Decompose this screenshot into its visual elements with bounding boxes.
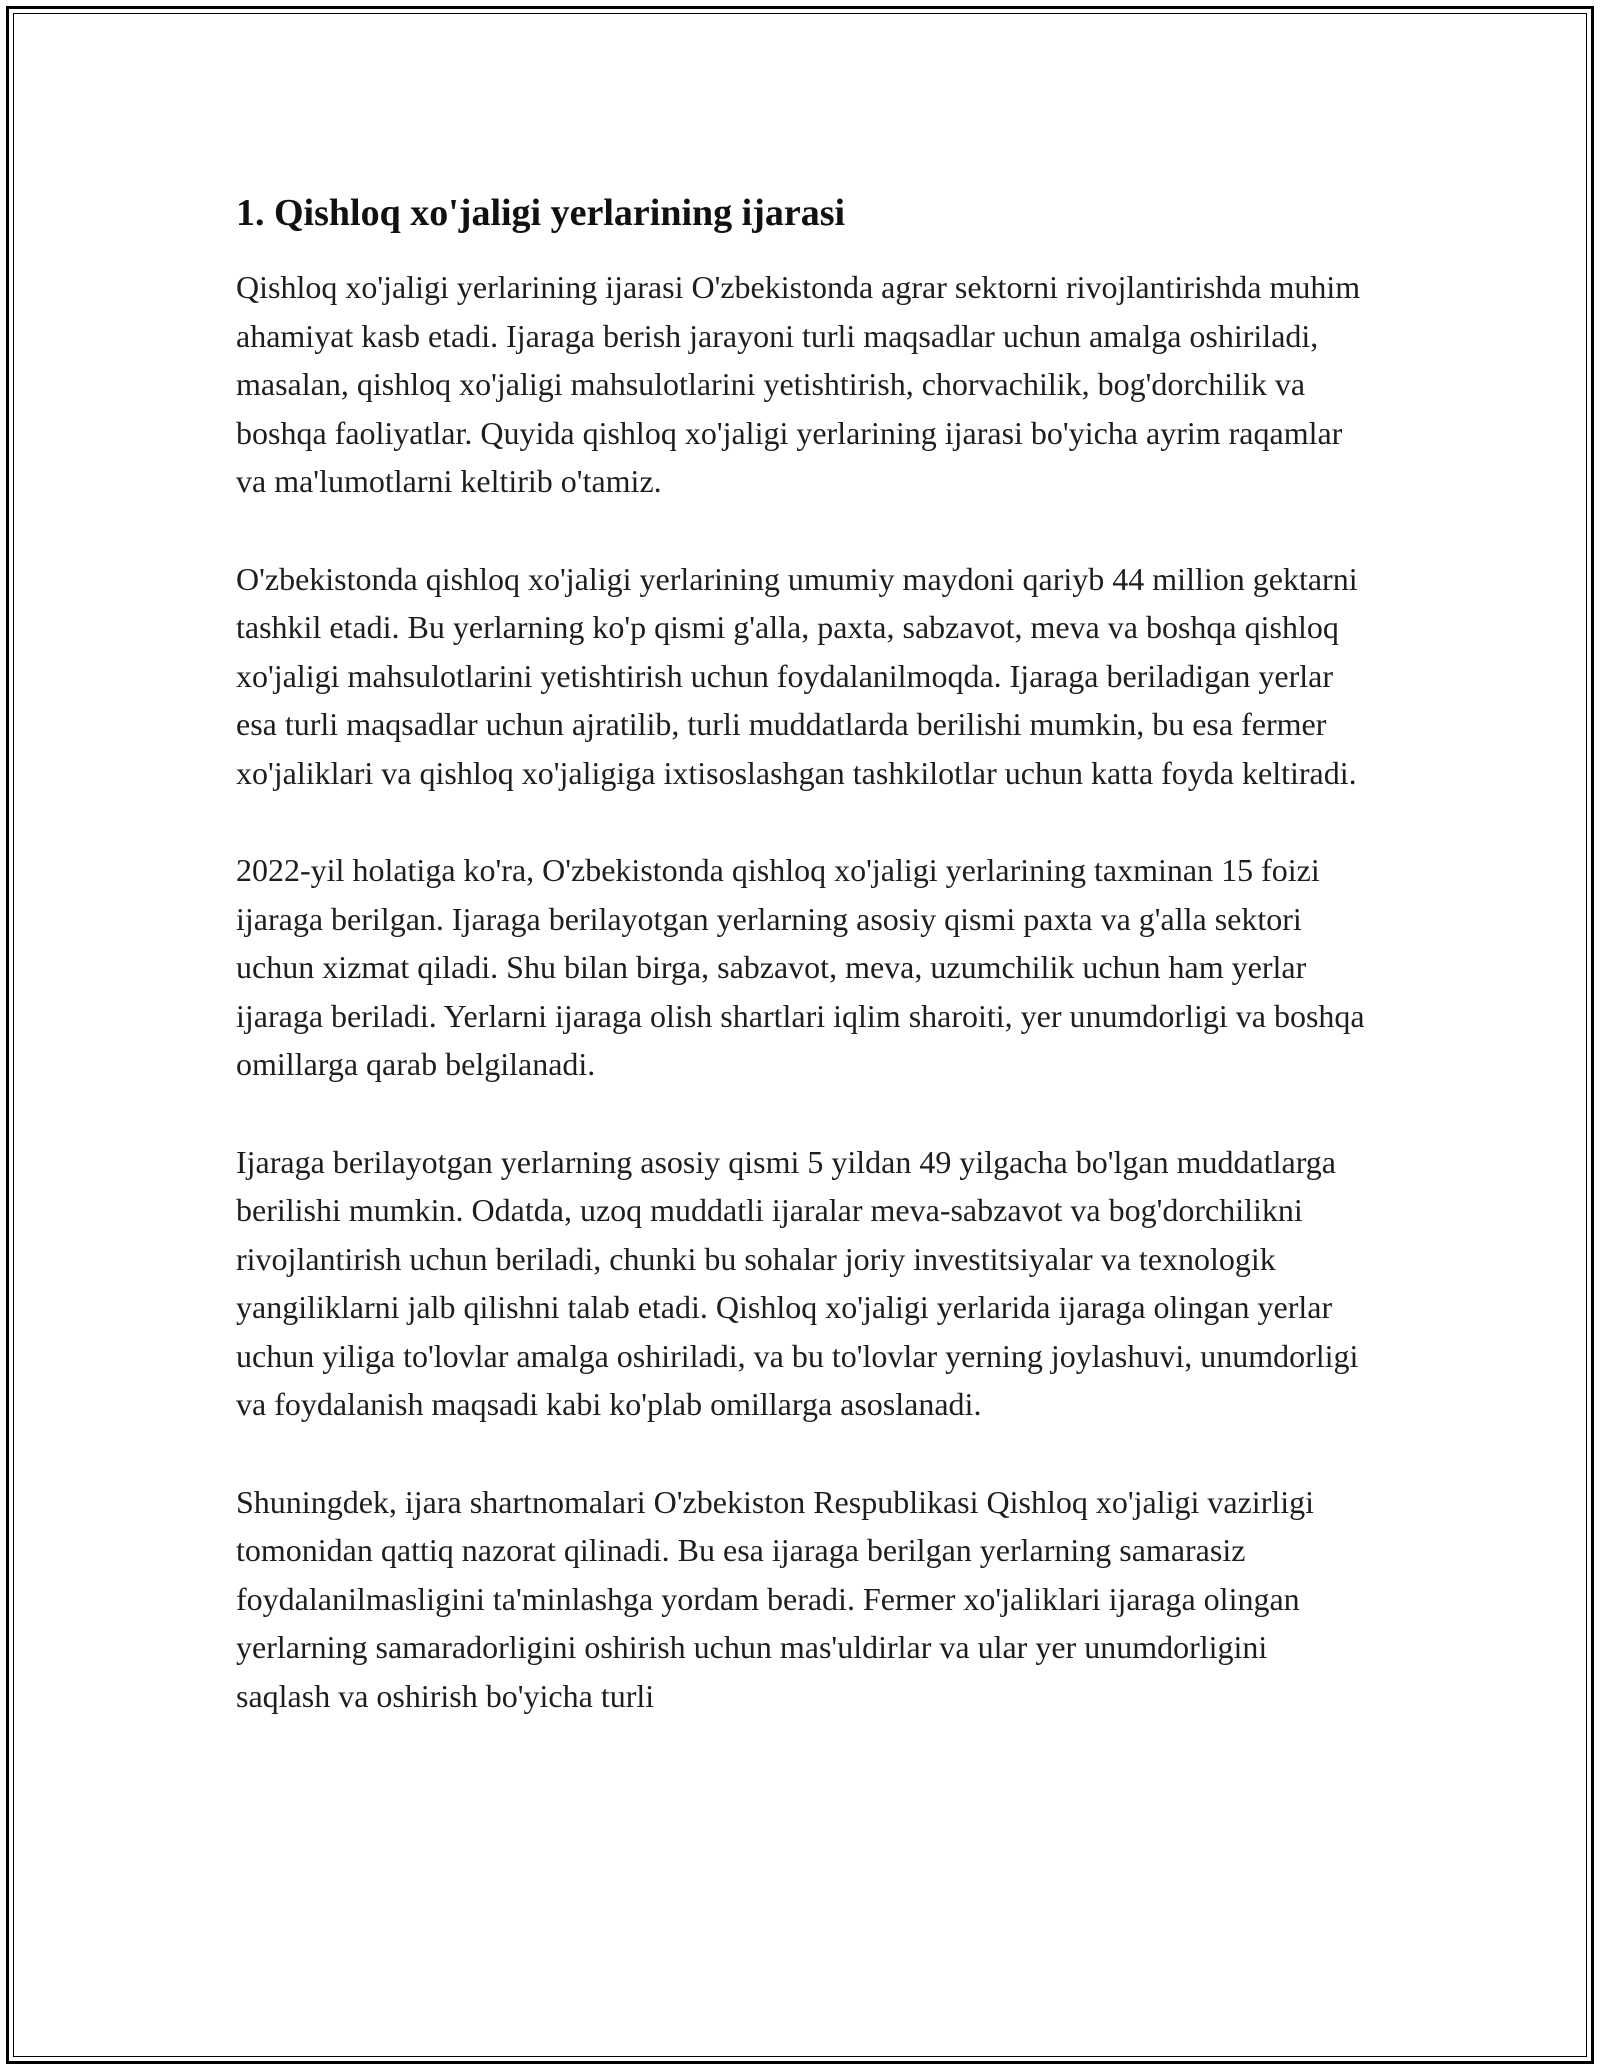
paragraph-4: Ijaraga berilayotgan yerlarning asosiy qismi 5 yildan 49 yilgacha bo'lgan muddatlarga berilishi mumkin. Odatda, uzoq muddatli ijaralar meva-sabzavot va bog'dorchilikni rivojlantirish uchun beriladi, chunki bu sohalar joriy investitsiyalar va texnologik yangiliklarni jalb qilishni talab etadi. Qishloq xo'jaligi yerlarida ijaraga olingan yerlar uchun yiliga to'lovlar amalga oshiriladi, va bu to'lovlar yerning joylashuvi, unumdorligi va foydalanish maqsadi kabi ko'plab omillarga asoslanadi. (236, 1143, 1359, 1422)
paragraph-3: 2022-yil holatiga ko'ra, O'zbekistonda qishloq xo'jaligi yerlarining taxminan 15 foizi ijaraga berilgan. Ijaraga berilayotgan yerlarning asosiy qismi paxta va g'alla sektori uchun xizmat qiladi. Shu bilan birga, sabzavot, meva, uzumchilik uchun ham yerlar ijaraga beriladi. Yerlarni ijaraga olish shartlari iqlim sharoiti, yer unumdorligi va boshqa omillarga qarab belgilanadi. (236, 852, 1365, 1082)
paragraph-2: O'zbekistonda qishloq xo'jaligi yerlarining umumiy maydoni qariyb 44 million gektarni tashkil etadi. Bu yerlarning ko'p qismi g'alla, paxta, sabzavot, meva va boshqa qishloq xo'jaligi mahsulotlarini yetishtirish uchun foydalanilmoqda. Ijaraga beriladigan yerlar esa turli maqsadlar uchun ajratilib, turli muddatlarda berilishi mumkin, bu esa fermer xo'jaliklari va qishloq xo'jaligiga ixtisoslashgan tashkilotlar uchun katta foyda keltiradi. (236, 560, 1358, 791)
section-title: 1. Qishloq xo'jaligi yerlarining ijarasi (236, 192, 846, 234)
document-body (236, 185, 1366, 1720)
paragraph-5: Shuningdek, ijara shartnomalari O'zbekiston Respublikasi Qishloq xo'jaligi vazirligi tomonidan qattiq nazorat qilinadi. Bu esa ijaraga berilgan yerlarning samarasiz foydalanilmasligini ta'minlashga yordam beradi. Fermer xo'jaliklari ijaraga olingan yerlarning samaradorligini oshirish uchun mas'uldirlar va ular yer unumdorligini saqlash va oshirish bo'yicha turli (236, 1483, 1315, 1714)
paragraph-1: Qishloq xo'jaligi yerlarining ijarasi O'zbekistonda agrar sektorni rivojlantirishda muhim ahamiyat kasb etadi. Ijaraga berish jarayoni turli maqsadlar uchun amalga oshiriladi, masalan, qishloq xo'jaligi mahsulotlarini yetishtirish, chorvachilik, bog'dorchilik va boshqa faoliyatlar. Quyida qishloq xo'jaligi yerlarining ijarasi bo'yicha ayrim raqamlar va ma'lumotlarni keltirib o'tamiz. (236, 269, 1361, 499)
